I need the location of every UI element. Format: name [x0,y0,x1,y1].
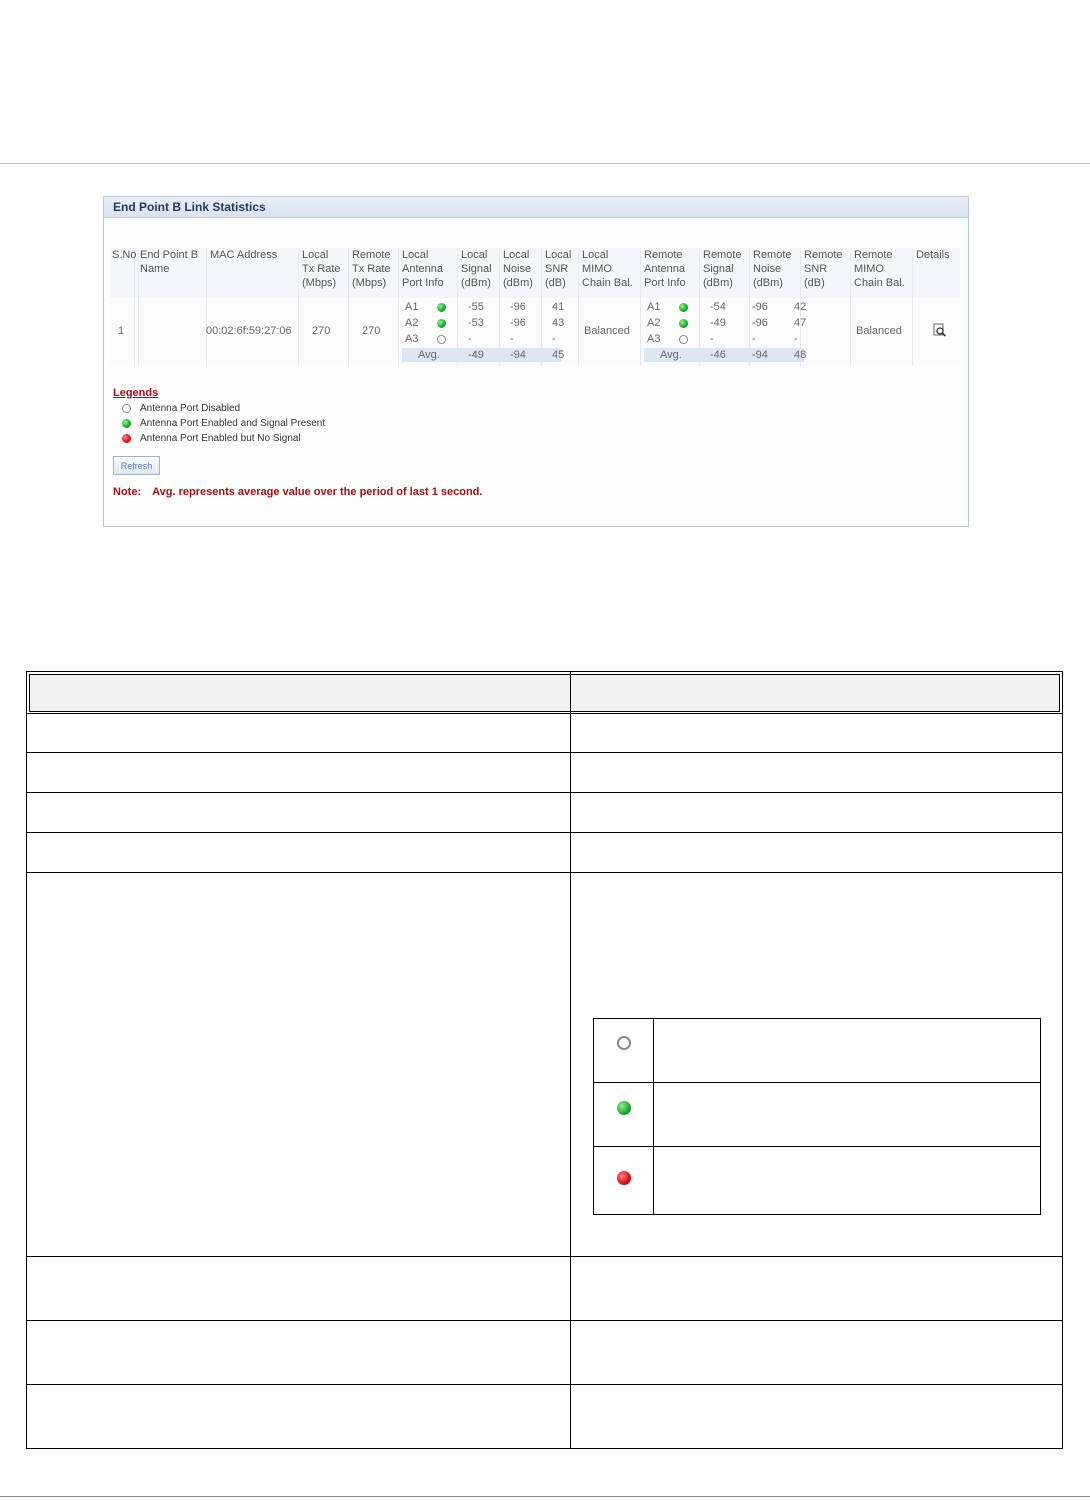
row-sno: 1 [118,325,125,337]
column-header-line: Local [545,249,572,261]
column-header-line: (dBm) [503,277,533,289]
column-header-line: Antenna [644,263,685,275]
remote-port-status-icon [679,319,688,328]
column-header-details [916,248,950,262]
column-header-line: (Mbps) [302,277,337,289]
column-header-line: (dB) [545,277,566,289]
column-header-rmimo [854,248,905,290]
remote-snr: 42 [794,301,807,313]
column-header-line: MIMO [582,263,612,275]
remote-port-label: A1 [647,301,661,313]
row-divider [27,832,1062,833]
local-port-status-icon [437,335,446,344]
column-header-line: Remote [644,249,683,261]
legend-reference-red-icon [617,1171,631,1185]
legend-reference-grey-icon [617,1036,631,1050]
column-header-line: SNR [804,263,828,275]
remote-port-status-icon [679,335,688,344]
column-header-line: Tx Rate [352,263,391,275]
remote-avg-noise: -94 [752,349,768,361]
row-divider [27,713,1062,714]
column-header-lsig [461,248,492,290]
local-port-label: A1 [405,301,419,313]
column-header-lmimo [582,248,633,290]
local-port-label: A2 [405,317,419,329]
column-header-line: Signal [461,263,492,275]
remote-port-label: A3 [647,333,661,345]
remote-signal: - [710,333,714,345]
local-snr: - [552,333,556,345]
local-snr: 41 [552,301,565,313]
column-separator [578,248,579,366]
column-header-rsnr [804,248,843,290]
description-table [26,671,1063,1449]
local-port-label: A3 [405,333,419,345]
note-text: Avg. represents average value over the period of last 1 second. [152,486,483,498]
column-header-line: (dB) [804,277,825,289]
remote-port-status-icon [679,303,688,312]
column-header-line: Chain Bal. [582,277,633,289]
column-header-line: Local [302,249,329,261]
column-header-line: SNR [545,263,569,275]
link-statistics-panel [103,196,969,527]
column-header-line: (dBm) [703,277,733,289]
column-header-line: S.No [112,249,137,261]
column-header-line: MIMO [854,263,884,275]
column-separator [138,248,139,366]
column-header-line: Antenna [402,263,443,275]
column-header-line: Local [461,249,488,261]
local-avg-label: Avg. [418,349,440,361]
remote-noise: -96 [752,301,768,313]
column-header-line: Remote [804,249,843,261]
note-label: Note: [113,486,142,498]
local-noise: -96 [510,317,526,329]
column-header-line: End Point B [140,249,199,261]
column-header-line: Remote [703,249,742,261]
local-signal: -55 [468,301,484,313]
legend-text: Antenna Port Enabled but No Signal [140,433,301,444]
column-separator [912,248,913,366]
local-avg-snr: 45 [552,349,565,361]
column-separator [640,248,641,366]
remote-mimo-chain-balance: Balanced [856,325,902,337]
note [113,486,482,498]
row-divider [27,1256,1062,1257]
column-header-sno [112,248,136,262]
column-header-line: Tx Rate [302,263,341,275]
local-signal: - [468,333,472,345]
mac-address: 00:02:6f:59:27:06 [206,325,292,337]
column-header-mac [210,248,277,262]
remote-avg-snr: 48 [794,349,807,361]
legends-title: Legends [113,387,159,399]
local-noise: -96 [510,301,526,313]
legend-status-icon [122,404,131,413]
column-header-line: Local [402,249,429,261]
column-divider [570,672,571,1448]
panel-title: End Point B Link Statistics [104,197,968,218]
legend-text: Antenna Port Enabled and Signal Present [140,418,326,429]
column-header-rtx [352,248,391,290]
remote-port-label: A2 [647,317,661,329]
details-magnifier-icon[interactable] [933,323,947,337]
row-divider [27,1320,1062,1321]
column-separator [398,248,399,366]
column-header-line: (dBm) [753,277,783,289]
column-separator [298,248,299,366]
column-header-line: Remote [854,249,893,261]
row-divider [27,752,1062,753]
local-signal: -53 [468,317,484,329]
local-avg-noise: -94 [510,349,526,361]
legend-reference-row-divider [594,1082,1040,1083]
column-header-line: (Mbps) [352,277,387,289]
column-header-line: Remote [352,249,391,261]
column-header-line: Noise [753,263,782,275]
legend-reference-row-divider [594,1146,1040,1147]
column-header-lant [402,248,444,290]
column-header-name [140,248,198,276]
local-snr: 43 [552,317,565,329]
column-header-line: (dBm) [461,277,491,289]
remote-signal: -54 [710,301,726,313]
remote-avg-signal: -46 [710,349,726,361]
row-divider [27,872,1062,873]
remote-signal: -49 [710,317,726,329]
legend-reference-table [593,1018,1041,1215]
legend-reference-divider [653,1019,654,1214]
legend-status-icon [122,419,131,428]
column-header-lnoise [503,248,533,290]
column-header-line: MAC Address [210,249,278,261]
page-header-rule [0,163,1090,164]
column-header-line: Port Info [644,277,686,289]
column-header-rnoise [753,248,792,290]
row-divider [27,1384,1062,1385]
column-separator [206,248,207,366]
row-divider [27,792,1062,793]
column-header-line: Remote [753,249,792,261]
column-header-line: Noise [503,263,532,275]
column-header-line: Name [140,263,170,275]
remote-noise: - [752,333,756,345]
local-avg-signal: -49 [468,349,484,361]
column-header-rsig [703,248,742,290]
column-header-ltx [302,248,341,290]
legend-reference-green-icon [617,1101,631,1115]
column-header-rant [644,248,686,290]
column-header-lsnr [545,248,571,290]
column-header-line: Port Info [402,277,444,289]
column-header-line: Local [582,249,609,261]
column-header-line: Signal [703,263,734,275]
remote-avg-label: Avg. [660,349,682,361]
local-mimo-chain-balance: Balanced [584,325,630,337]
refresh-button[interactable]: Refresh [113,456,160,475]
legend-status-icon [122,434,131,443]
remote-snr: - [794,333,798,345]
page-footer-rule [0,1496,1090,1497]
local-port-status-icon [437,319,446,328]
column-separator [134,248,135,366]
legend-text: Antenna Port Disabled [140,403,241,414]
column-separator [850,248,851,366]
remote-snr: 47 [794,317,807,329]
local-port-status-icon [437,303,446,312]
remote-tx-rate: 270 [362,325,381,337]
local-tx-rate: 270 [312,325,331,337]
description-table-header [29,674,1060,712]
local-noise: - [510,333,514,345]
column-header-line: Chain Bal. [854,277,905,289]
column-header-line: Local [503,249,530,261]
remote-noise: -96 [752,317,768,329]
column-header-line: Details [916,249,950,261]
column-separator [348,248,349,366]
